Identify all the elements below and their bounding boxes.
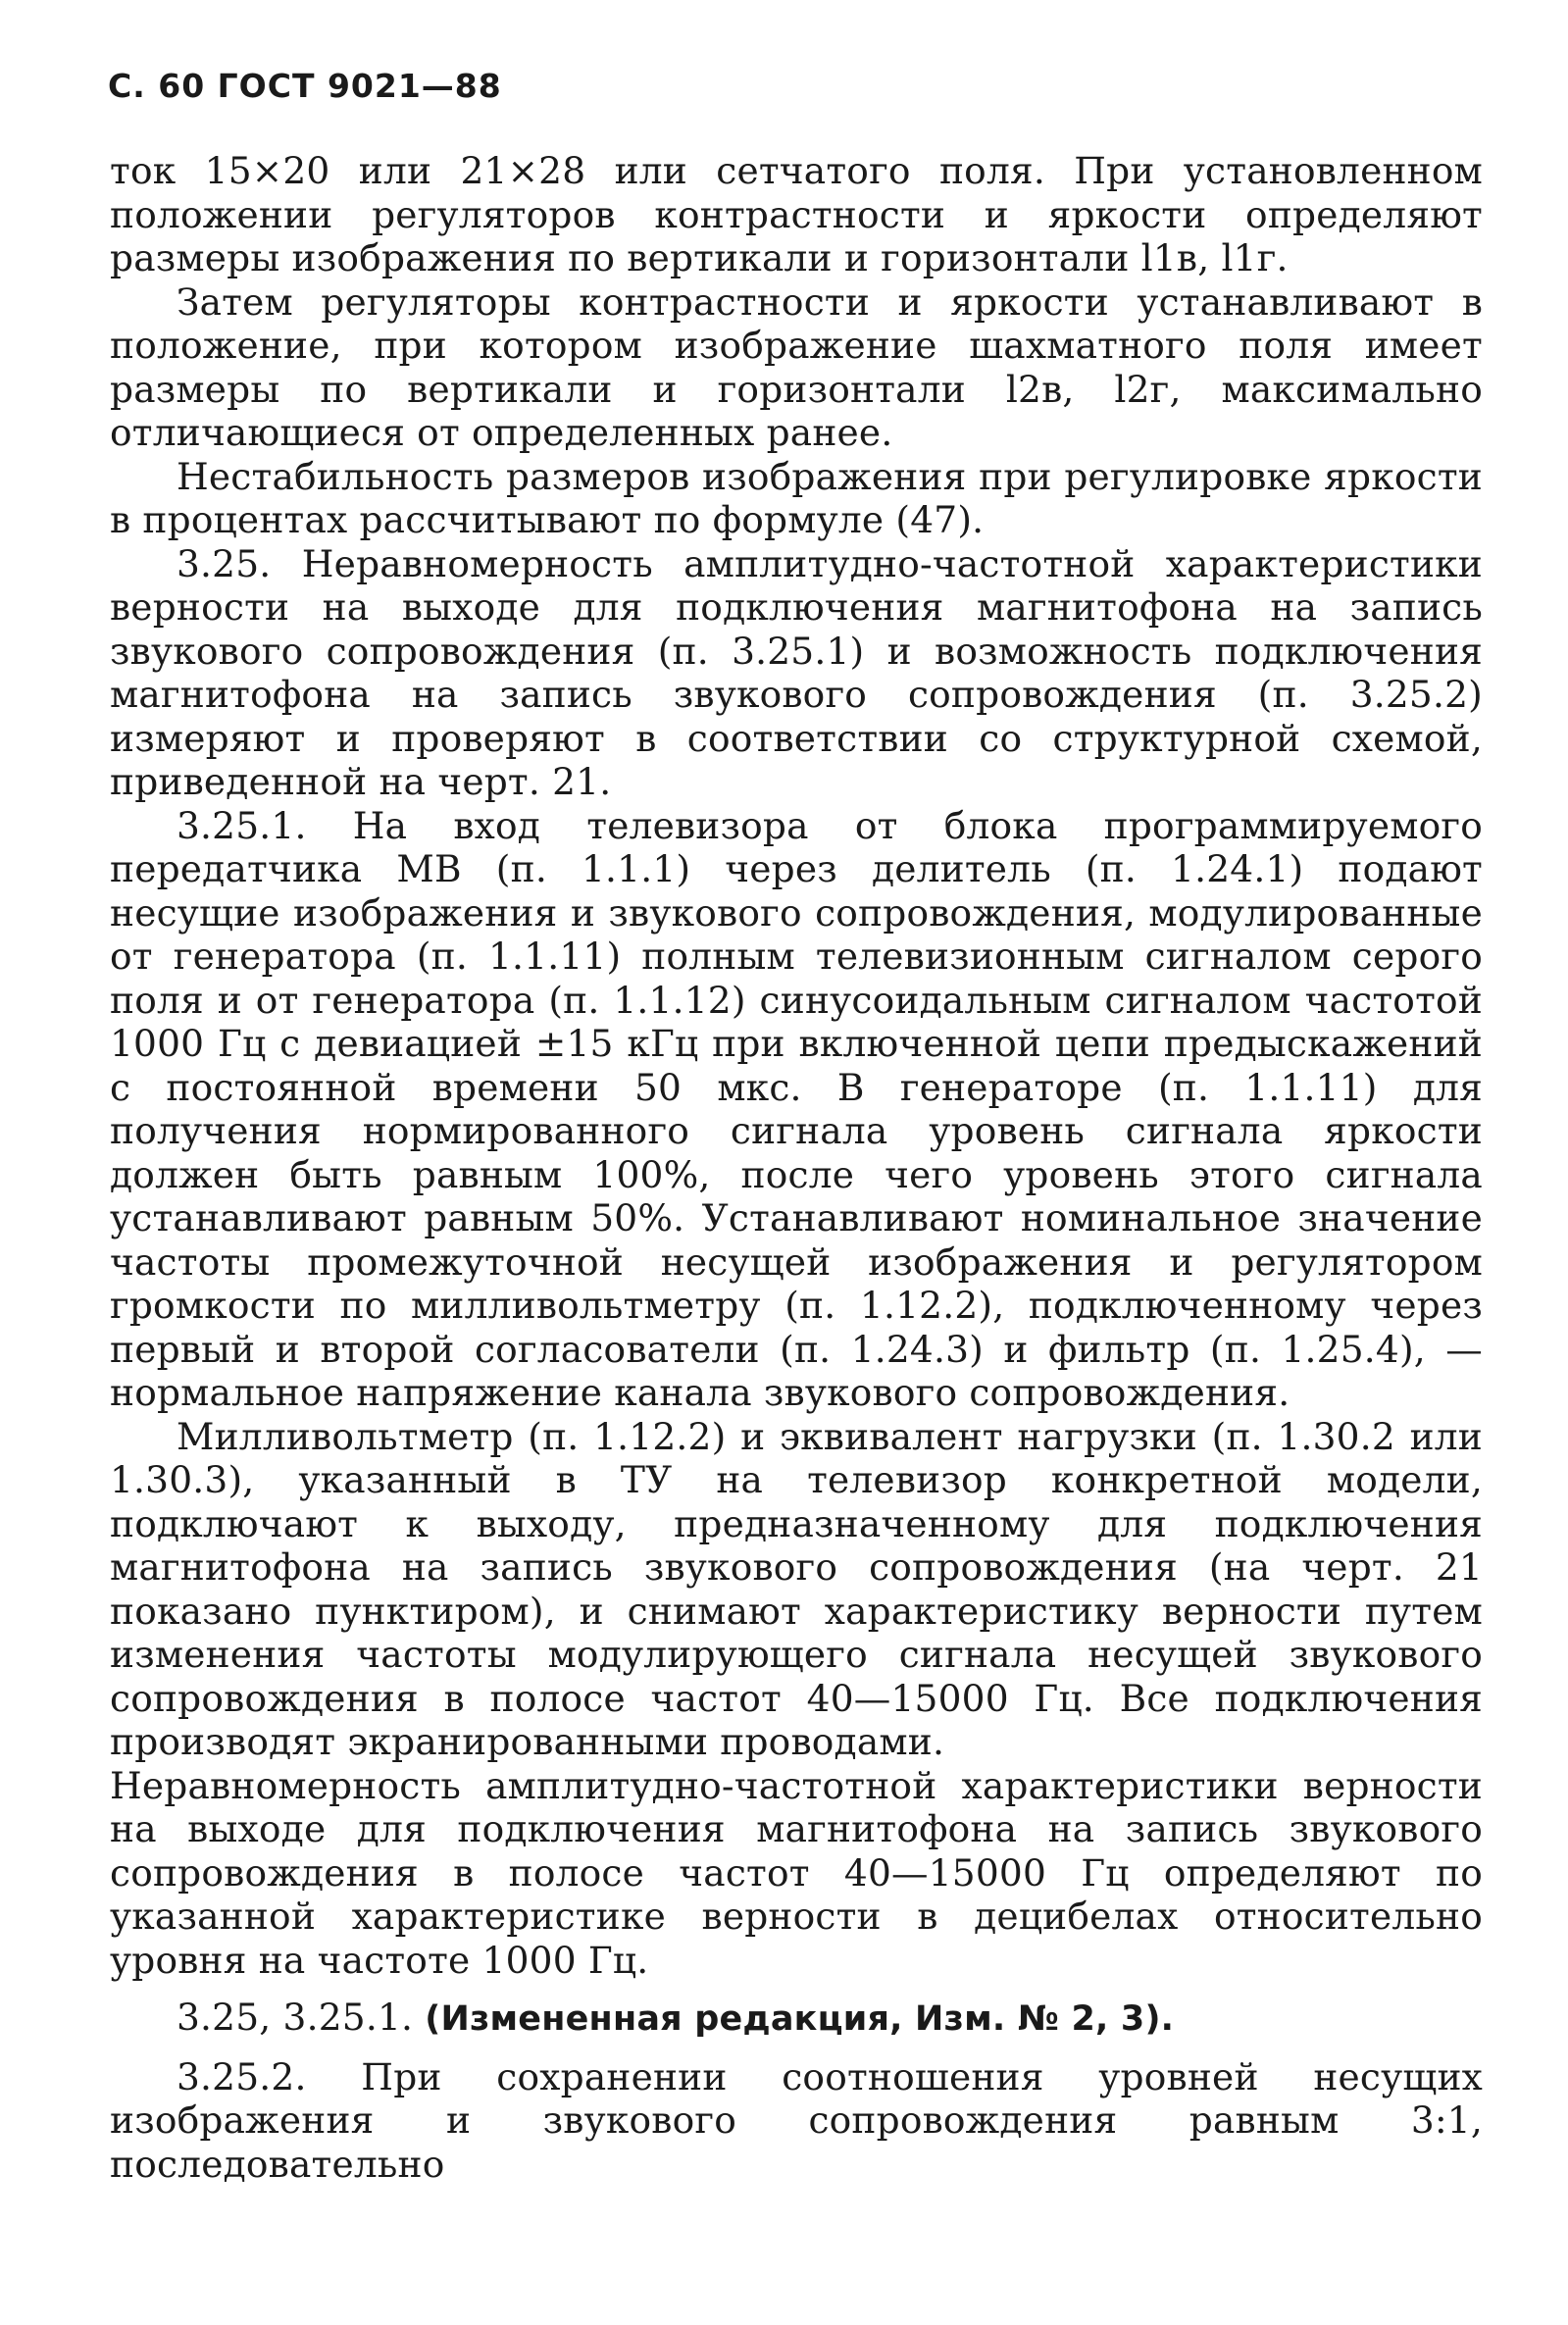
paragraph-instability-formula: Нестабильность размеров изображения при регулировке яркости в процентах рассчитывают по формуле (47). (110, 454, 1483, 541)
paragraph-3-25-1: 3.25.1. На вход телевизора от блока программируемого передатчика МВ (п. 1.1.1) через делитель (п. 1.24.1) подают несущие изображения и звукового сопровождения, модулированные от генератора (п. 1.1.11) полным телевизионным сигналом серого поля и от генератора (п. 1.1.12) синусоидальным сигналом частотой 1000 Гц с девиацией ±15 кГц при включенной цепи предыскажений с постоянной времени 50 мкс. В генераторе (п. 1.1.11) для получения нормированного сигнала уровень сигнала яркости должен быть равным 100%, после чего уровень этого сигнала устанавливают равным 50%. Устанавливают номинальное значение частоты промежуточной несущей изображения и регулятором громкости по милливольтметру (п. 1.12.2), подключенному через первый и второй согласователи (п. 1.24.3) и фильтр (п. 1.25.4), — нормальное напряжение канала звукового сопровождения. (110, 803, 1483, 1414)
paragraph-continuation: ток 15×20 или 21×28 или сетчатого поля. При установленном положении регуляторов контрастности и яркости определяют размеры изображения по вертикали и горизонтали l1в, l1г. (110, 149, 1483, 279)
page-header: С. 60 ГОСТ 9021—88 (108, 67, 502, 105)
paragraph-3-25: 3.25. Неравномерность амплитудно-частотной характеристики верности на выходе для подключения магнитофона на запись звукового сопровождения (п. 3.25.1) и возможность подключения магнитофона на запись звукового сопровождения (п. 3.25.2) измеряют и проверяют в соответствии со структурной схемой, приведенной на черт. 21. (110, 541, 1483, 803)
amendment-text: (Измененная редакция, Изм. № 2, 3). (425, 1999, 1175, 2039)
paragraph-3-25-2: 3.25.2. При сохранении соотношения уровней несущих изображения и звукового сопровождения равным 3:1, последовательно (110, 2054, 1483, 2186)
paragraph-contrast-setting: Затем регуляторы контрастности и яркости устанавливают в положение, при котором изображение шахматного поля имеет размеры по вертикали и горизонтали l2в, l2г, максимально отличающиеся от определенных ранее. (110, 279, 1483, 454)
amendment-note (110, 1996, 1483, 2042)
amendment-refs: 3.25, 3.25.1. (177, 1996, 414, 2039)
paragraph-millivoltmeter: Милливольтметр (п. 1.12.2) и эквивалент нагрузки (п. 1.30.2 или 1.30.3), указанный в ТУ на телевизор конкретной модели, подключают к выходу, предназначенному для подключения магнитофона на запись звукового сопровождения (на черт. 21 показано пунктиром), и снимают характеристику верности путем изменения частоты модулирующего сигнала несущей звукового сопровождения в полосе частот 40—15000 Гц. Все подключения производят экранированными проводами. (110, 1414, 1483, 1763)
body-text (110, 149, 1483, 2186)
paragraph-nonuniformity: Неравномерность амплитудно-частотной характеристики верности на выходе для подключения магнитофона на запись звукового сопровождения в полосе частот 40—15000 Гц определяют по указанной характеристике верности в децибелах относительно уровня на частоте 1000 Гц. (110, 1763, 1483, 1982)
